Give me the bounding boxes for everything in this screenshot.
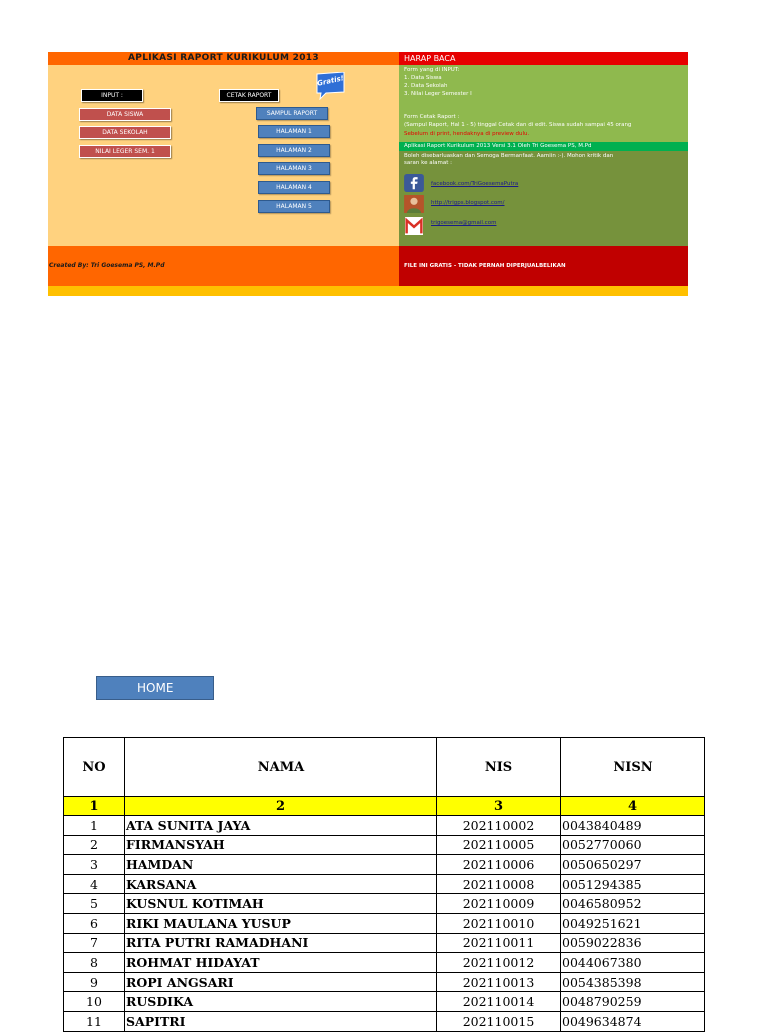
version-text: Aplikasi Raport Kurikulum 2013 Versi 3.1 Oleh Tri Goesema PS, M.Pd [399, 142, 688, 151]
app-title: APLIKASI RAPORT KURIKULUM 2013 [48, 52, 399, 65]
student-name: ROHMAT HIDAYAT [125, 953, 437, 973]
student-name: RITA PUTRI RAMADHANI [125, 933, 437, 953]
row-number: 8 [64, 953, 125, 973]
student-nisn: 0052770060 [561, 835, 705, 855]
table-row [64, 816, 705, 836]
student-nisn: 0054385398 [561, 972, 705, 992]
student-table [63, 737, 705, 1032]
table-row [64, 894, 705, 914]
student-nis: 202110015 [437, 1011, 561, 1031]
instruction-line: 1. Data Siswa [404, 75, 442, 81]
share-text: Boleh disebarluaskan dan Semoga Bermanfaat. Aamiin :-). Mohon kritik dan [404, 153, 614, 159]
input-label: INPUT : [81, 89, 143, 102]
free-notice: FILE INI GRATIS - TIDAK PERNAH DIPERJUALBELIKAN [399, 246, 688, 286]
preview-warning: Sebelum di print, hendaknya di preview dulu. [404, 131, 530, 137]
row-number: 5 [64, 894, 125, 914]
cetak-label: CETAK RAPORT [219, 89, 279, 102]
halaman-1-button[interactable]: HALAMAN 1 [258, 125, 330, 138]
app-banner [48, 52, 688, 296]
row-number: 7 [64, 933, 125, 953]
credit-text: Created By: Tri Goesema PS, M.Pd [48, 246, 399, 286]
table-header-row [64, 738, 705, 797]
student-name: KUSNUL KOTIMAH [125, 894, 437, 914]
row-number: 6 [64, 913, 125, 933]
student-nis: 202110010 [437, 913, 561, 933]
instruction-line: 2. Data Sekolah [404, 83, 448, 89]
index-cell: 2 [125, 797, 437, 816]
student-name: HAMDAN [125, 855, 437, 875]
student-name: SAPITRI [125, 1011, 437, 1031]
index-cell: 4 [561, 797, 705, 816]
gmail-icon [403, 217, 425, 235]
student-nis: 202110009 [437, 894, 561, 914]
banner-bottom-strip [48, 286, 688, 296]
header-nisn: NISN [561, 738, 705, 797]
table-row [64, 835, 705, 855]
student-name: ROPI ANGSARI [125, 972, 437, 992]
student-nisn: 0059022836 [561, 933, 705, 953]
sampul-raport-button[interactable]: SAMPUL RAPORT [256, 107, 328, 120]
student-nisn: 0043840489 [561, 816, 705, 836]
halaman-2-button[interactable]: HALAMAN 2 [258, 144, 330, 157]
row-number: 2 [64, 835, 125, 855]
row-number: 4 [64, 874, 125, 894]
student-name: FIRMANSYAH [125, 835, 437, 855]
table-row [64, 972, 705, 992]
student-nis: 202110011 [437, 933, 561, 953]
table-row [64, 874, 705, 894]
home-button[interactable]: HOME [96, 676, 214, 700]
student-name: ATA SUNITA JAYA [125, 816, 437, 836]
table-row [64, 933, 705, 953]
table-row [64, 1011, 705, 1031]
student-nisn: 0048790259 [561, 992, 705, 1012]
row-number: 10 [64, 992, 125, 1012]
student-nisn: 0044067380 [561, 953, 705, 973]
row-number: 9 [64, 972, 125, 992]
column-index-row [64, 797, 705, 816]
student-nis: 202110006 [437, 855, 561, 875]
header-nama: NAMA [125, 738, 437, 797]
table-row [64, 992, 705, 1012]
cetak-note: (Sampul Raport, Hal 1 - 5) tinggal Cetak dan di edit. Siswa sudah sampai 45 orang [404, 122, 632, 128]
facebook-icon [403, 174, 425, 192]
student-nis: 202110005 [437, 835, 561, 855]
info-panel [399, 52, 688, 286]
student-nis: 202110008 [437, 874, 561, 894]
data-siswa-button[interactable]: DATA SISWA [79, 108, 171, 121]
student-nisn: 0046580952 [561, 894, 705, 914]
instruction-line: Form yang di INPUT: [404, 67, 460, 73]
info-title: HARAP BACA [399, 52, 688, 65]
student-nis: 202110014 [437, 992, 561, 1012]
email-link[interactable]: trigoesema@gmail.com [431, 220, 497, 226]
index-cell: 1 [64, 797, 125, 816]
row-number: 1 [64, 816, 125, 836]
blogger-avatar-icon [403, 195, 425, 213]
halaman-4-button[interactable]: HALAMAN 4 [258, 181, 330, 194]
contact-section [399, 150, 688, 246]
blog-link[interactable]: http://trigps.blogspot.com/ [431, 200, 505, 206]
facebook-link[interactable]: facebook.com/TriGoesemaPutra [431, 181, 519, 187]
badge-text: Gratis! [316, 74, 345, 88]
student-name: KARSANA [125, 874, 437, 894]
row-number: 3 [64, 855, 125, 875]
student-nisn: 0051294385 [561, 874, 705, 894]
student-nis: 202110013 [437, 972, 561, 992]
student-nisn: 0049251621 [561, 913, 705, 933]
student-nisn: 0049634874 [561, 1011, 705, 1031]
table-row [64, 953, 705, 973]
data-sekolah-button[interactable]: DATA SEKOLAH [79, 126, 171, 139]
student-name: RUSDIKA [125, 992, 437, 1012]
instruction-line: 3. Nilai Leger Semester I [404, 91, 472, 97]
cetak-note-title: Form Cetak Raport : [404, 114, 460, 120]
student-name: RIKI MAULANA YUSUP [125, 913, 437, 933]
halaman-3-button[interactable]: HALAMAN 3 [258, 162, 330, 175]
table-row [64, 855, 705, 875]
header-no: NO [64, 738, 125, 797]
header-nis: NIS [437, 738, 561, 797]
gratis-badge [314, 72, 346, 100]
student-nis: 202110012 [437, 953, 561, 973]
menu-panel [48, 52, 399, 296]
table-row [64, 913, 705, 933]
share-text: saran ke alamat : [404, 160, 452, 166]
nilai-leger-button[interactable]: NILAI LEGER SEM. 1 [79, 145, 171, 158]
halaman-5-button[interactable]: HALAMAN 5 [258, 200, 330, 213]
student-nisn: 0050650297 [561, 855, 705, 875]
student-nis: 202110002 [437, 816, 561, 836]
index-cell: 3 [437, 797, 561, 816]
row-number: 11 [64, 1011, 125, 1031]
